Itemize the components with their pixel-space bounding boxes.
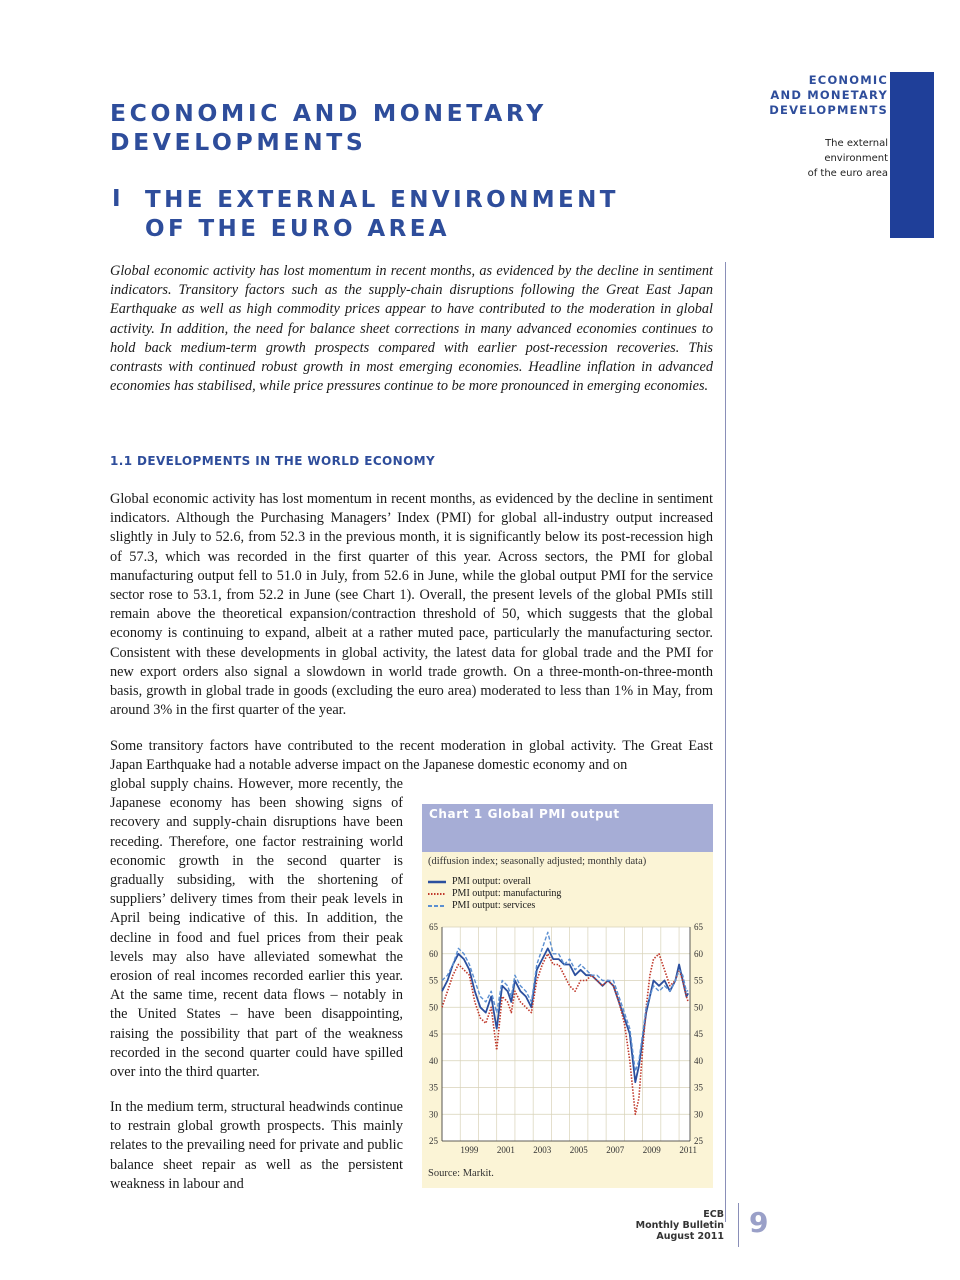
- section-title: 1.1 DEVELOPMENTS IN THE WORLD ECONOMY: [110, 454, 436, 468]
- running-header-line: AND MONETARY: [770, 88, 888, 102]
- legend-item-manufacturing: [428, 888, 561, 899]
- x-tick-label: 2007: [606, 1145, 625, 1155]
- running-subheader-line: The external: [825, 138, 888, 149]
- y-tick-label-left: 45: [429, 1029, 438, 1039]
- x-tick-label: 1999: [460, 1145, 479, 1155]
- chapter-number: I: [112, 186, 124, 212]
- page-title-line: ECONOMIC AND MONETARY: [110, 99, 547, 127]
- y-tick-label-left: 40: [429, 1055, 438, 1066]
- y-tick-label-right: 35: [694, 1082, 703, 1093]
- running-header: [769, 73, 888, 118]
- y-tick-label-right: 30: [694, 1109, 703, 1120]
- page-title: [110, 99, 547, 157]
- page-title-line: DEVELOPMENTS: [110, 128, 367, 156]
- x-tick-label: 2011: [679, 1145, 698, 1155]
- footer-line: ECB: [703, 1209, 724, 1220]
- y-tick-label-right: 40: [694, 1055, 703, 1066]
- chart-source: Source: Markit.: [428, 1168, 494, 1179]
- legend-label: PMI output: manufacturing: [452, 888, 562, 899]
- chapter-title-line: THE EXTERNAL ENVIRONMENT: [145, 187, 619, 213]
- y-tick-label-left: 30: [429, 1109, 438, 1120]
- y-tick-label-right: 45: [694, 1029, 703, 1039]
- x-tick-label: 2003: [533, 1145, 552, 1155]
- chapter-title: [145, 186, 619, 244]
- intro-paragraph: Global economic activity has lost momentum in recent months, as evidenced by the decline in sentiment indicators. Transitory factors such as the supply-chain disruptions following the Great East Japan Earthquake as well as high commodity prices appear to have contributed to the moderation in global activity. In addition, the need for balance sheet corrections in many advanced economies continues to hold back medium-term growth prospects compared with earlier post-recession recoveries. This contrasts with continued robust growth in most emerging economies. Headline inflation in advanced economies has stabilised, while price pressures continue to be more pronounced in emerging economies.: [110, 263, 713, 395]
- running-subheader: [808, 136, 888, 181]
- legend-swatch-solid: [428, 879, 446, 885]
- section-tab: [890, 72, 934, 238]
- y-tick-label-right: 65: [694, 922, 703, 932]
- legend-item-services: [428, 900, 535, 911]
- y-tick-label-right: 55: [694, 975, 703, 986]
- chapter-title-line: OF THE EURO AREA: [145, 216, 451, 242]
- running-subheader-line: of the euro area: [807, 168, 888, 179]
- x-tick-label: 2001: [496, 1145, 515, 1155]
- body-paragraph: Global economic activity has lost momentum in recent months, as evidenced by the decline in sentiment indicators. Although the Purchasing Managers’ Index (PMI) for global all-industry output increased slightly in July to 52.6, from 52.3 in the previous month, it is significantly below its post-recession high of 57.3, which was recorded in the first quarter of this year. Across sectors, the PMI for global manufacturing output fell to 51.0 in July, from 52.6 in June, while the global output PMI for the service sector rose to 53.1, from 52.2 in June (see Chart 1). Overall, the present levels of the global PMIs still remain above the theoretical expansion/contraction threshold of 50, which suggests that the global economy is continuing to expand, albeit at a rather muted pace, particularly the manufacturing sector. Consistent with these developments in global activity, the latest data for global trade and the PMI for new export orders also signal a slowdown in world trade growth. On a three-month-on-three-month basis, growth in global trade in goods (excluding the euro area) moderated to less than 1% in May, from around 3% in the first quarter of the year.: [110, 491, 713, 719]
- y-tick-label-left: 65: [429, 922, 438, 932]
- y-tick-label-left: 35: [429, 1082, 438, 1093]
- chart-legend: [428, 876, 708, 916]
- y-tick-label-left: 25: [429, 1136, 438, 1146]
- legend-label: PMI output: services: [452, 900, 536, 911]
- y-tick-label-right: 60: [694, 948, 703, 959]
- legend-item-overall: [428, 876, 531, 887]
- y-tick-label-left: 50: [429, 1002, 438, 1013]
- y-tick-label-right: 25: [694, 1136, 703, 1146]
- body-paragraph: In the medium term, structural headwinds continue to restrain global growth prospects. This mainly relates to the prevailing need for private and public balance sheet repair as well as the persistent weakness in labour and: [110, 1099, 403, 1192]
- running-header-line: DEVELOPMENTS: [769, 103, 888, 117]
- legend-swatch-dotted: [428, 891, 446, 897]
- y-tick-label-right: 50: [694, 1002, 703, 1013]
- footer-line: August 2011: [656, 1231, 724, 1242]
- chart-subtitle: (diffusion index; seasonally adjusted; monthly data): [428, 856, 647, 867]
- column-rule: [725, 262, 726, 1222]
- y-tick-label-left: 55: [429, 975, 438, 986]
- page-number: 9: [749, 1206, 769, 1239]
- x-tick-label: 2009: [642, 1145, 661, 1155]
- running-header-line: ECONOMIC: [808, 73, 888, 87]
- body-paragraph: Some transitory factors have contributed to the recent moderation in global activity. The Great East Japan Earthquake had a notable adverse impact on the Japanese domestic economy and on: [110, 738, 713, 774]
- footer-rule: [738, 1203, 739, 1247]
- y-tick-label-left: 60: [429, 948, 438, 959]
- pmi-line-chart: [422, 915, 713, 1165]
- legend-swatch-dashed: [428, 903, 446, 909]
- x-tick-label: 2005: [569, 1145, 588, 1155]
- chart-title: Chart 1 Global PMI output: [429, 807, 620, 821]
- footer-line: Monthly Bulletin: [635, 1220, 724, 1231]
- body-paragraph: global supply chains. However, more recently, the Japanese economy has been showing signs of recovery and supply-chain disruptions have been receding. Therefore, one factor restraining world economic growth in the second quarter is gradually subsiding, with the shortening of suppliers’ delivery times from their peak levels in April being indicative of this. In addition, the decline in food and fuel prices from their peak levels may also have alleviated somewhat the erosion of real incomes recorded earlier this year. At the same time, recent data flows – notably in the United States – have been disappointing, raising the possibility that part of the weakness recorded in the second quarter could have spilled over into the third quarter.: [110, 776, 403, 1081]
- running-subheader-line: environment: [824, 153, 888, 164]
- legend-label: PMI output: overall: [452, 876, 531, 887]
- footer-imprint: [636, 1209, 724, 1242]
